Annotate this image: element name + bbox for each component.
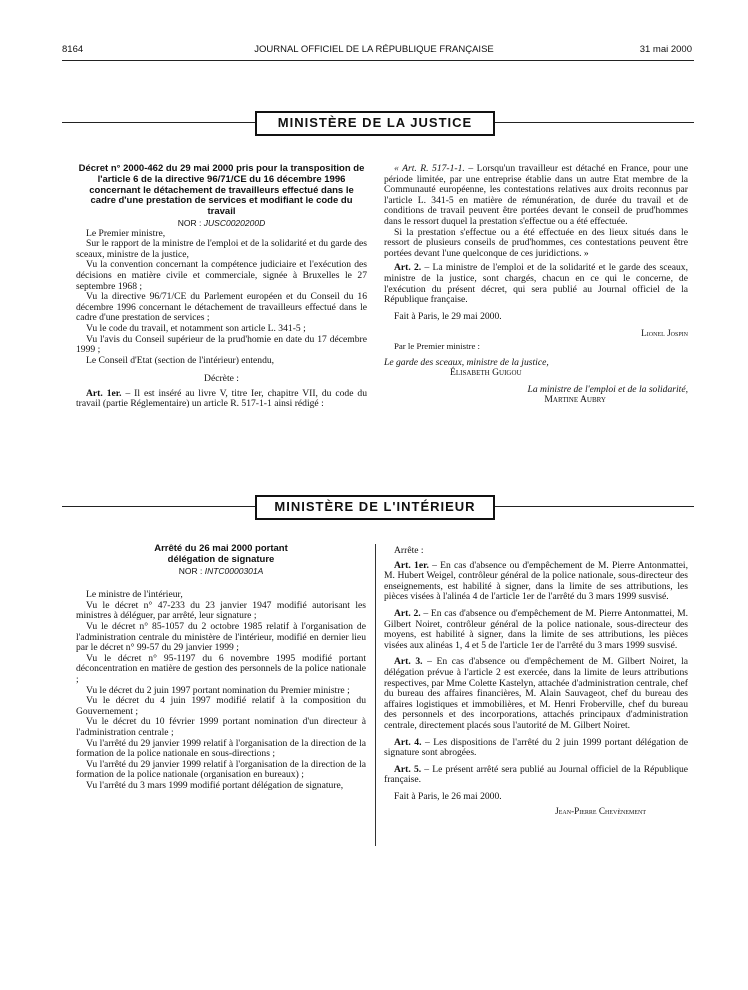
article-text: – La ministre de l'emploi et de la solidarité et le garde des sceaux, ministre de la justice, sont chargés, chacun en ce qui le concerne, de l'exécution du présent décret, qui sera publié au Journal officiel de la République française. — [384, 262, 689, 306]
article-text: – Le présent arrêté sera publié au Journal officiel de la République française. — [384, 763, 689, 786]
signer-chevenement: Jean-Pierre Chevènement — [555, 806, 646, 817]
article-text: – En cas d'absence ou d'empêchement de M. Gilbert Noiret, la délégation prévue à l'article 2 est exercée, dans la limite de leurs attributions respectives, par Mme Colette Kastelyn, attachée d'administration centrale, chef du bureau des affaires financières, M. Alain Sauvageot, chef du bureau des affaires logistiques et immobilières, et M. Henri Froberville, chef du bureau des personnels et des incorporations, attachés principaux d'administration centrale, directement placés sous l'autorité de M. Gilbert Noiret. — [384, 656, 688, 731]
article-label: Art. 1er. — [394, 559, 429, 571]
decree-title: Décret n° 2000-462 du 29 mai 2000 pris pour la transposition de l'article 6 de la directive 96/71/CE du 16 décembre 1996 concernant le détachement de travailleurs effectué dans le cadre d'une prestation de services et modifiant le code du travail — [78, 163, 365, 218]
ministry-justice-label: MINISTÈRE DE LA JUSTICE — [277, 115, 473, 130]
arrete-fait: Fait à Paris, le 26 mai 2000. — [394, 790, 502, 802]
arrete-nor — [76, 566, 366, 577]
decrete-label: Décrète : — [204, 373, 239, 385]
arrete-article-3 — [384, 657, 688, 731]
arrete-label: Arrête : — [394, 545, 424, 556]
decree-para: Vu l'avis du Conseil supérieur de la prud'homie en date du 17 décembre 1999 ; — [76, 333, 367, 356]
article-label: Art. 4. — [394, 736, 422, 748]
arrete-para: Le ministre de l'intérieur, — [86, 589, 183, 601]
article-text: – Les dispositions de l'arrêté du 2 juin 1999 portant délégation de signature sont abrogées. — [384, 736, 688, 759]
par-le-premier-ministre: Par le Premier ministre : — [394, 340, 480, 351]
nor-label: NOR : — [178, 565, 203, 576]
article-label: Art. 3. — [394, 656, 423, 668]
article-text: – En cas d'absence ou d'empêchement de M. Pierre Antonmattei, M. Hubert Weigel, contrôleur général de la police nationale, sous-directeur des enseignements, est habilité à signer, dans la limite de ses attributions, les pièces visées à l'alinéa 4 de l'article 1er de l'arrêté du 3 mars 1999 susvisé. — [384, 559, 688, 603]
signer-aubry: Martine Aubry — [544, 394, 606, 406]
nor-code: INTC0000301A — [204, 565, 264, 576]
decree-para: Sur le rapport de la ministre de l'emploi et de la solidarité et du garde des sceaux, ministre de la justice, — [76, 238, 367, 260]
decree-right-column — [384, 164, 688, 406]
article-label: Art. 5. — [394, 763, 422, 775]
article-label: Art. 2. — [394, 607, 421, 619]
arrete-article-2 — [384, 609, 688, 651]
ministry-justice-banner — [255, 111, 495, 136]
column-divider — [375, 544, 376, 846]
signer-jospin: Lionel Jospin — [641, 328, 688, 339]
journal-title: JOURNAL OFFICIEL DE LA RÉPUBLIQUE FRANÇAISE — [254, 44, 494, 55]
decree-article-2 — [384, 263, 688, 305]
header-rule — [62, 60, 694, 61]
arrete-para: Vu le décret n° 47-233 du 23 janvier 1947 modifié autorisant les ministres à déléguer, par arrêté, leur signature ; — [76, 599, 366, 622]
decree-para: Le Premier ministre, — [86, 227, 166, 239]
article-text: – En cas d'absence ou d'empêchement de M. Pierre Antonmattei, M. Gilbert Noiret, contrôleur général de la police nationale, sous-directeur des moyens, est habilité à signer, dans la limite de ses attributions, les pièces visées aux alinéas 1, 4 et 5 de l'article 1er de l'arrêté du 3 mars 1999 susvisé. — [384, 607, 689, 651]
nor-code: JUSC0020200D — [203, 217, 266, 228]
ministre-emploi-title: La ministre de l'emploi et de la solidarité, — [527, 383, 688, 395]
garde-des-sceaux-title: Le garde des sceaux, ministre de la justice, — [384, 356, 549, 368]
decree-para: Vu la convention concernant la compétence judiciaire et l'exécution des décisions en matière civile et commerciale, signée à Bruxelles le 27 septembre 1968 ; — [76, 259, 367, 292]
arrete-article-5 — [384, 765, 688, 786]
arrete-para: Vu l'arrêté du 29 janvier 1999 relatif à l'organisation de la direction de la formation de la police nationale (organisation en bureaux) ; — [76, 758, 366, 781]
nor-label: NOR : — [177, 217, 202, 228]
article-label: Art. 1er. — [86, 387, 122, 399]
article-ref-text: – Lorsqu'un travailleur est détaché en France, pour une période limitée, par une entreprise établie dans un autre Etat membre de la Communauté européenne, les contestations relatives aux droits reconnus par l'article L. 341-5 en matière de rémunération, de durée du travail et de conditions de travail peuvent être portées devant le conseil de prud'hommes dans le ressort duquel la prestation s'effectue ou a été effectuée. — [384, 163, 688, 227]
decree-para: Le Conseil d'Etat (section de l'intérieur) entendu, — [86, 354, 275, 366]
arrete-left-column — [76, 544, 366, 791]
article-label: Art. 2. — [394, 262, 422, 274]
issue-date: 31 mai 2000 — [639, 44, 692, 55]
article-text: – Il est inséré au livre V, titre Ier, chapitre VII, du code du travail (partie Réglementaire) un article R. 517-1-1 ainsi rédigé : — [76, 387, 367, 410]
arrete-para: Vu le décret n° 85-1057 du 2 octobre 1985 relatif à l'organisation de l'administration centrale du ministère de l'intérieur, modifié en dernier lieu par le décret n° 99-57 du 29 janvier 1999 ; — [76, 620, 366, 654]
arrete-para: Vu l'arrêté du 29 janvier 1999 relatif à l'organisation de la direction de la formation de la police nationale en sous-directions ; — [76, 737, 366, 760]
decree-left-column — [76, 164, 367, 410]
decree-r5171-para2: Si la prestation s'effectue ou a été effectuée en des lieux situés dans le ressort de plusieurs conseils de prud'hommes, ces contestations peuvent être portées devant l'une quelconque de ces juridictions. » — [384, 226, 688, 259]
decree-fait: Fait à Paris, le 29 mai 2000. — [394, 310, 502, 322]
decree-nor — [76, 218, 367, 229]
arrete-para: Vu le décret du 2 juin 1997 portant nomination du Premier ministre ; — [86, 684, 350, 696]
signer-guigou: Élisabeth Guigou — [450, 367, 522, 379]
arrete-para: Vu l'arrêté du 3 mars 1999 modifié portant délégation de signature, — [86, 779, 344, 791]
arrete-article-4 — [384, 738, 688, 759]
page-number: 8164 — [62, 44, 84, 55]
arrete-para: Vu le décret du 10 février 1999 portant nomination d'un directeur à l'administration centrale ; — [76, 716, 366, 738]
ministry-interieur-banner — [255, 495, 495, 520]
arrete-para: Vu le décret n° 95-1197 du 6 novembre 1995 modifié portant déconcentration en matière de gestion des personnels de la police nationale ; — [76, 652, 366, 685]
article-ref: « Art. R. 517-1-1. — [394, 163, 465, 174]
decree-para: Vu la directive 96/71/CE du Parlement européen et du Conseil du 16 décembre 1996 concernant le détachement de travailleurs effectué dans le cadre d'une prestation de services ; — [76, 291, 367, 324]
decree-para: Vu le code du travail, et notamment son article L. 341-5 ; — [86, 322, 306, 334]
arrete-article-1 — [384, 561, 688, 603]
decree-article-1 — [76, 389, 367, 410]
decree-r5171-para — [384, 164, 688, 228]
ministry-interieur-label: MINISTÈRE DE L'INTÉRIEUR — [274, 499, 476, 514]
arrete-title: Arrêté du 26 mai 2000 portant délégation de signature — [154, 543, 288, 565]
arrete-right-column — [384, 546, 688, 817]
arrete-para: Vu le décret du 4 juin 1997 modifié relatif à la composition du Gouvernement ; — [76, 695, 366, 717]
